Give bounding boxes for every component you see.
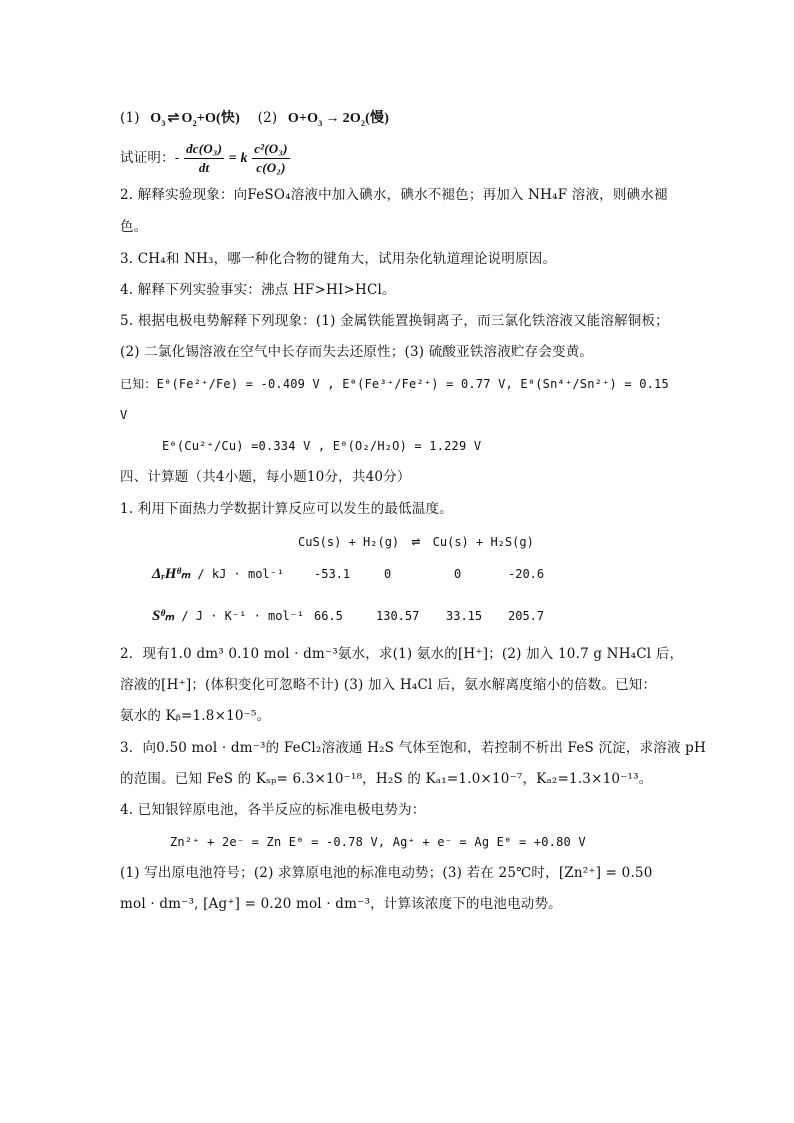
forward-arrow-icon: → [325,111,340,126]
rate-law-line [120,140,290,177]
enthalpy-symbol: ΔᵣHᶿₘ [152,566,191,582]
calc-3-line-1: 3．向0.50 mol · dm⁻³的 FeCl₂溶液通 H₂S 气体至饱和，若控制不析出 FeS 沉淀，求溶液 pH [120,740,706,756]
question-4-line: 4. 解释下列实验事实：沸点 HF>HI>HCl。 [120,282,396,298]
enthalpy-value-cu: 0 [454,567,462,581]
equilibrium-arrow-icon: ⇌ [167,111,180,126]
mechanism-step1-o3-sub: 3 [161,118,166,128]
calc-4-half-reactions: Zn²⁺ + 2e⁻ = Zn Eᶿ = -0.78 V, Ag⁺ + e⁻ = Ag Eᶿ = +0.80 V [170,835,586,849]
enthalpy-row-label [152,566,284,582]
entropy-value-cu: 33.15 [446,609,483,623]
reaction-equation [298,533,534,550]
enthalpy-value-h2: 0 [384,567,392,581]
concentration-fraction-numerator: c²(O₃) [252,140,289,159]
mechanism-step1-rest: +O(快) [196,111,240,126]
calc-3-line-2: 的范围。已知 FeS 的 Kₛₚ= 6.3×10⁻¹⁸，H₂S 的 Kₐ₁=1.0×10⁻⁷，Kₐ₂=1.3×10⁻¹³。 [120,771,653,787]
enthalpy-value-h2s: -20.6 [508,567,545,581]
calc-1-line: 1. 利用下面热力学数据计算反应可以发生的最低温度。 [120,501,453,517]
question-5-known-2: Eᶿ(Cu²⁺/Cu) =0.334 V , Eᶿ(O₂/H₂O) = 1.229 V [162,439,482,453]
calc-4-line-4: mol · dm⁻³, [Ag⁺] = 0.20 mol · dm⁻³，计算该浓度下的电池电动势。 [120,896,562,912]
question-5-known-1-unit: V [120,408,128,422]
question-2-line-1: 2. 解释实验现象：向FeSO₄溶液中加入碘水，碘水不褪色；再加入 NH₄F 溶液，则碘水褪 [120,187,668,203]
rate-fraction-denominator: dt [198,160,210,175]
mechanism-step1-o3: O [150,111,162,126]
question-5-line-2: (2) 二氯化锡溶液在空气中长存而失去还原性；(3) 硫酸亚铁溶液贮存会变黄。 [120,344,594,360]
entropy-value-h2: 130.57 [376,609,420,623]
mechanism-step2-o2-sub: 2 [360,118,366,128]
entropy-value-cus: 66.5 [314,609,343,623]
mechanism-step2-tail: (慢) [365,111,390,126]
calc-4-line-1: 4. 已知银锌原电池，各半反应的标准电极电势为： [120,802,426,818]
entropy-value-h2s: 205.7 [508,609,545,623]
mechanism-line [120,110,389,127]
rate-fraction [184,140,224,177]
calc-4-line-3: (1) 写出原电池符号；(2) 求算原电池的标准电动势；(3) 若在 25℃时，[Zn²⁺] = 0.50 [120,865,653,881]
prove-label: 试证明：- [120,150,180,166]
question-2-line-2: 色。 [120,219,148,235]
enthalpy-unit: / kJ · mol⁻¹ [197,567,285,581]
concentration-fraction-denominator: c(O₂) [256,160,286,175]
question-5-known-1: 已知：Eᶿ(Fe²⁺/Fe) = -0.409 V , Eᶿ(Fe³⁺/Fe²⁺) = 0.77 V, Eᶿ(Sn⁴⁺/Sn²⁺) = 0.15 [120,377,669,391]
question-3-line: 3. CH₄和 NH₃，哪一种化合物的键角大，试用杂化轨道理论说明原因。 [120,251,557,267]
mechanism-step2-reactants: O+O [287,111,319,126]
calc-2-line-3: 氨水的 Kᵦ=1.8×10⁻⁵。 [120,708,271,724]
concentration-fraction [252,140,289,177]
calc-2-line-1: 2．现有1.0 dm³ 0.10 mol · dm⁻³氨水，求(1) 氨水的[H⁺]；(2) 加入 10.7 g NH₄Cl 后， [120,646,684,662]
mechanism-step1-number: (1) [120,110,140,126]
calc-2-line-2: 溶液的[H⁺]；(体积变化可忽略不计) (3) 加入 H₄Cl 后，氨水解离度缩小的倍数。已知： [120,677,657,693]
reaction-left: CuS(s) + H₂(g) [298,535,400,549]
entropy-row-label [152,608,304,624]
enthalpy-value-cus: -53.1 [314,567,351,581]
mechanism-step2-number: (2) [257,110,278,126]
mechanism-step1-o2: O [181,111,193,126]
entropy-symbol: Sᶿₘ [152,608,175,624]
reaction-equilibrium-icon: ⇌ [411,532,421,550]
mechanism-step2-o3-sub: 3 [318,118,323,128]
rate-fraction-numerator: dc(O₃) [184,140,224,159]
entropy-unit: / J · K⁻¹ · mol⁻¹ [181,609,305,623]
section-4-title: 四、计算题（共4小题，每小题10分，共40分） [120,469,411,485]
rate-equals-k: = k [228,151,248,166]
mechanism-step1-o2-sub: 2 [192,118,197,128]
mechanism-step2-product: 2O [342,111,361,126]
question-5-line-1: 5. 根据电极电势解释下列现象：(1) 金属铁能置换铜离子，而三氯化铁溶液又能溶解铜板； [120,313,669,329]
reaction-right: Cu(s) + H₂S(g) [432,535,534,549]
